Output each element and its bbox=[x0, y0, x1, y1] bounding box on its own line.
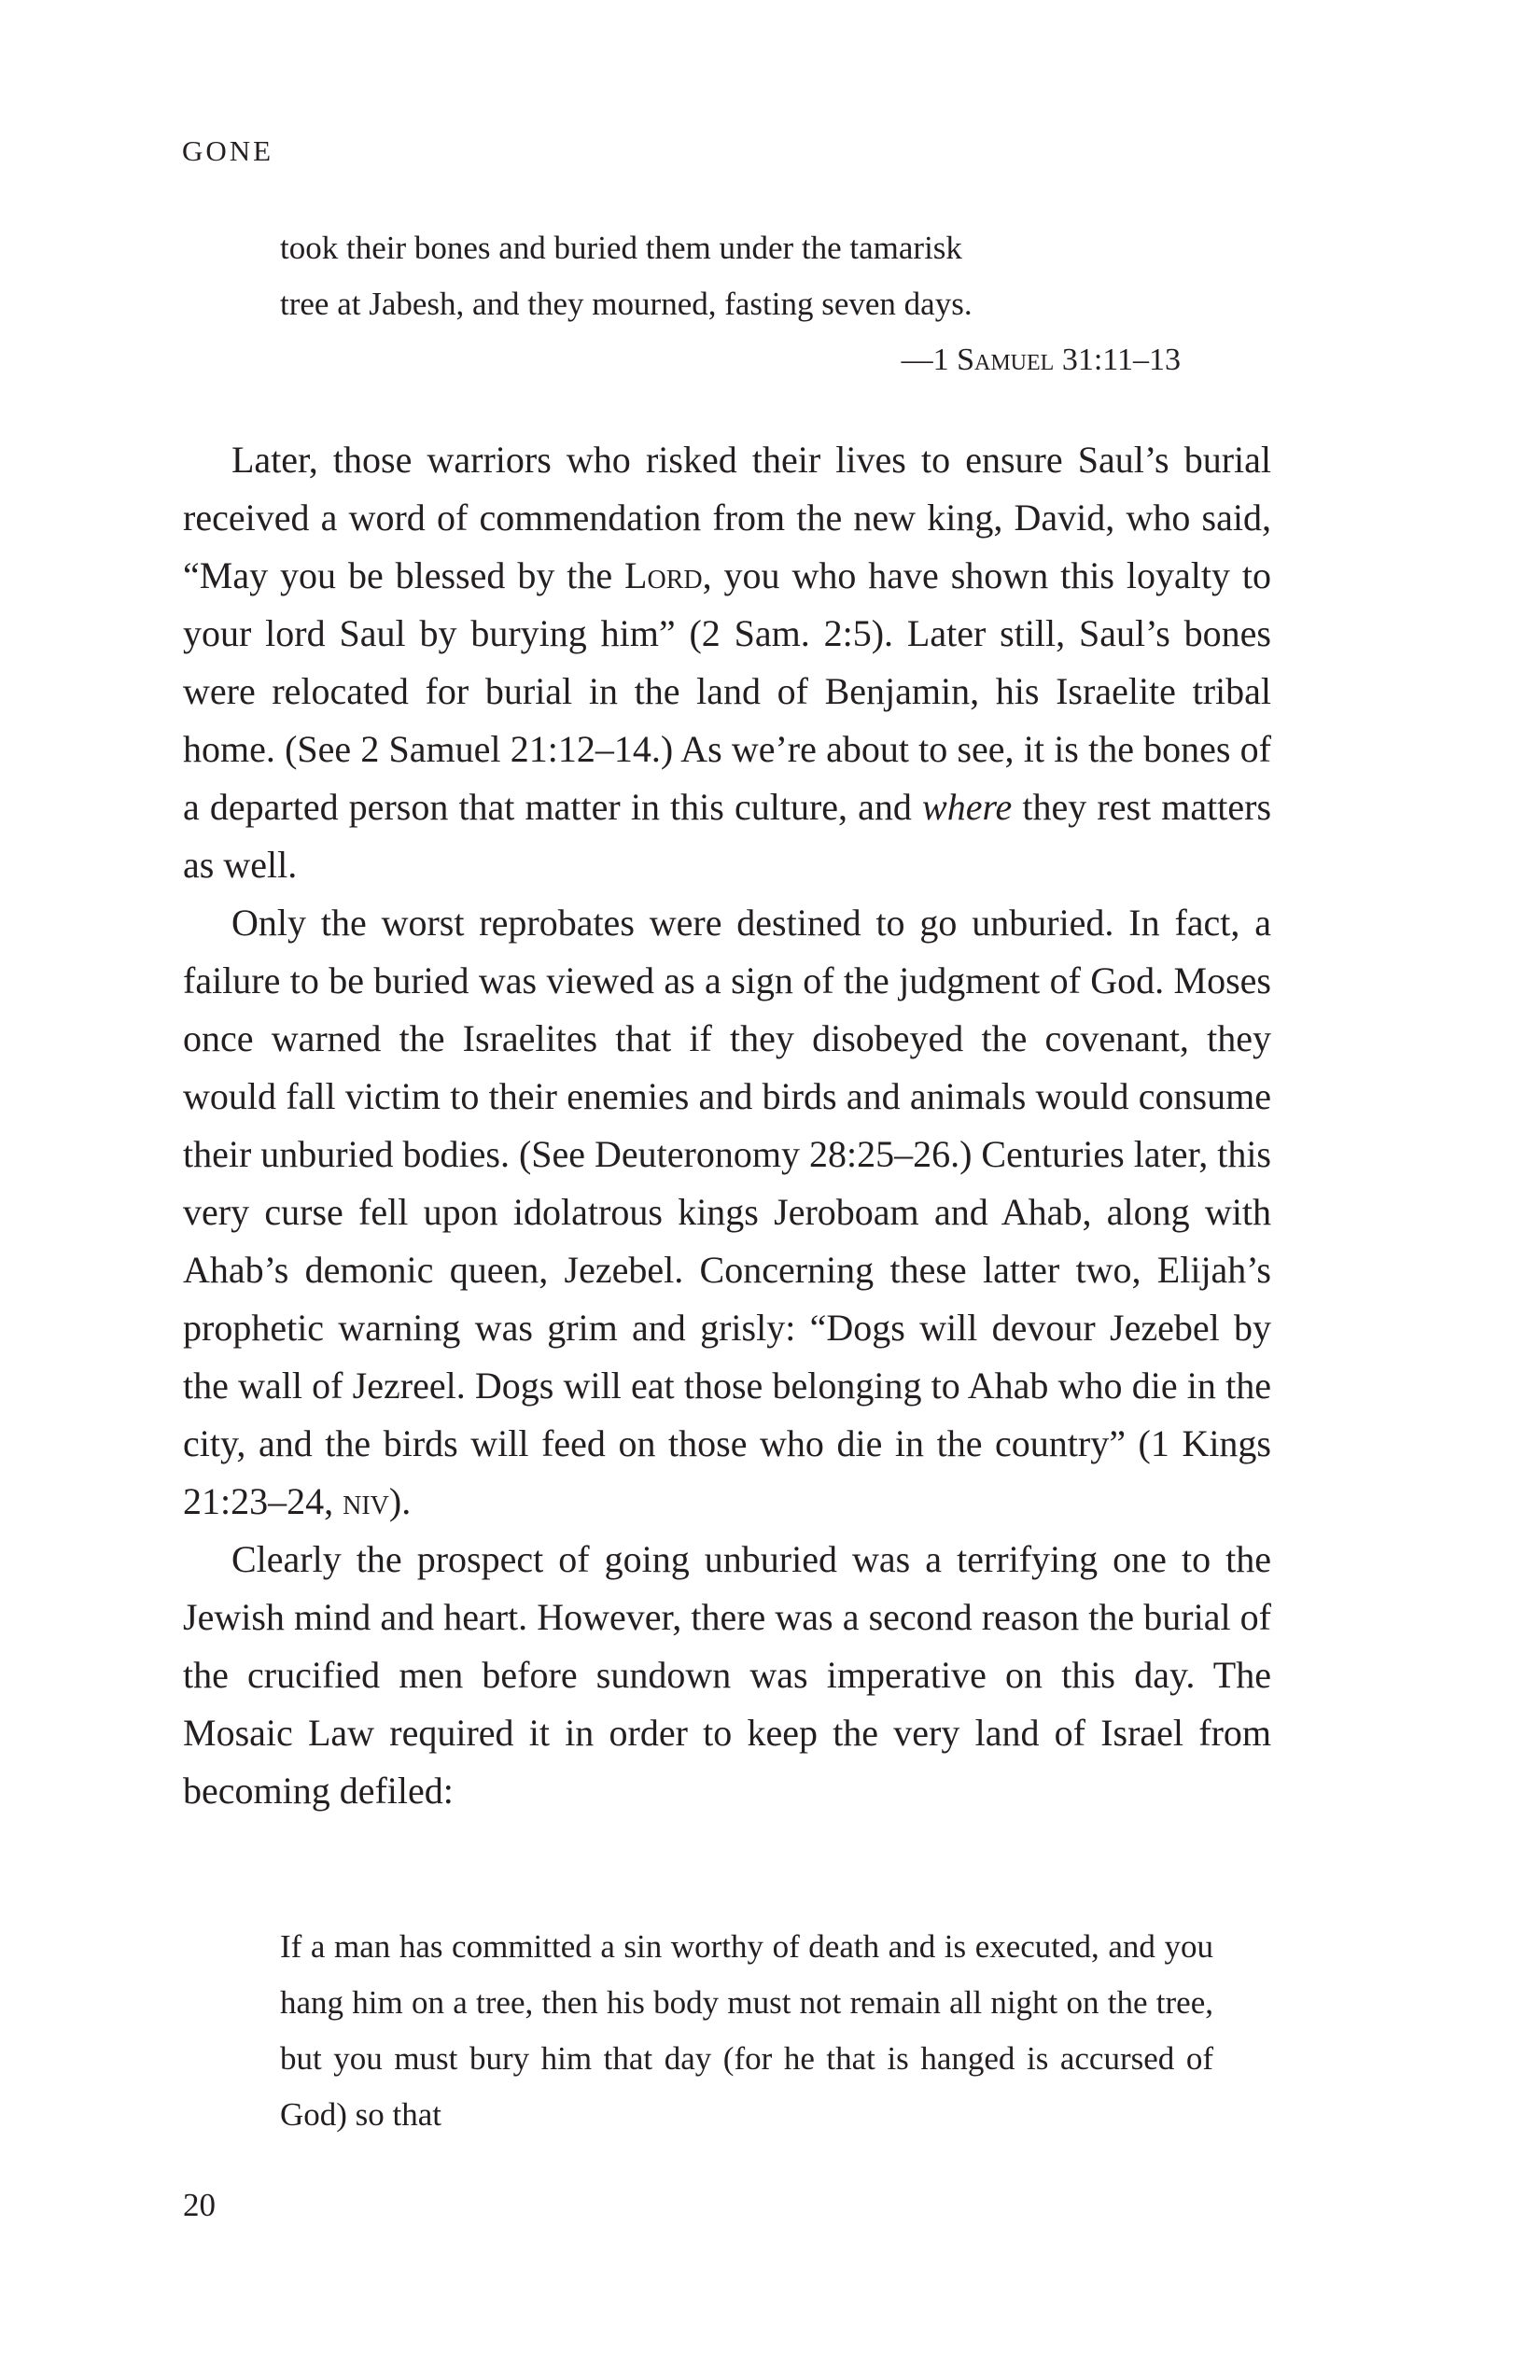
citation-ref: 31:11–13 bbox=[1054, 343, 1181, 377]
quote-line: took their bones and buried them under the tamarisk bbox=[280, 230, 962, 266]
page-number: 20 bbox=[183, 2187, 216, 2223]
body-text bbox=[183, 431, 1271, 1820]
paragraph-text: Only the worst reprobates were destined to go unburied. In fact, a failure to be buried was viewed as a sign of the judgment of God. Moses once warned the Israelites that if they disobeyed the covenant, they would fall victim to their enemies and birds and animals would consume their unburied bodies. (See Deuteronomy 28:25–26.) Centuries later, this very curse fell upon idolatrous kings Jeroboam and Ahab, along with Ahab’s demonic queen, Jezebel. Concerning these latter two, Elijah’s prophetic warning was grim and grisly: “Dogs will devour Jezebel by the wall of Jezreel. Dogs will eat those belonging to Ahab who die in the city, and the birds will feed on those who die in the country” (1 Kings 21:23–24, bbox=[183, 902, 1271, 1522]
quote-citation bbox=[280, 332, 1232, 388]
italic-where: where bbox=[922, 786, 1013, 828]
block-quote-top bbox=[280, 220, 1232, 388]
quote-line: tree at Jabesh, and they mourned, fasting seven days. bbox=[280, 286, 973, 322]
paragraph bbox=[183, 894, 1271, 1531]
block-quote-bottom bbox=[280, 1919, 1213, 2143]
paragraph-text: , you who have shown this loyalty to your lord Saul by burying him” (2 Sam. 2:5). Later still, Saul’s bones were relocated for burial in the land of Benjamin, his Israelite tribal home. (See 2 Samuel 21:12–14.) As we’re about to see, it is the bones of a departed person that matter in this culture, and bbox=[183, 554, 1271, 828]
running-head: GONE bbox=[182, 134, 274, 167]
paragraph-text: ). bbox=[388, 1480, 412, 1522]
paragraph-text: they rest matters as well. bbox=[183, 786, 1272, 886]
paragraph: Clearly the prospect of going unburied was a terrifying one to the Jewish mind and heart. However, there was a second reason the burial of the crucified men before sundown was imperative on this day. The Mosaic Law required it in order to keep the very land of Israel from becoming defiled: bbox=[183, 1538, 1271, 1812]
niv-small-caps: niv bbox=[343, 1480, 389, 1522]
quote-text: If a man has committed a sin worthy of death and is executed, and you hang him on a tree, then his body must not remain all night on the tree, but you must bury him that day (for he that is hanged is accursed of God) so that bbox=[280, 1928, 1213, 2133]
citation-book: Samuel bbox=[957, 343, 1055, 377]
lord-small-caps: Lord bbox=[624, 554, 703, 596]
paragraph-text: Later, those warriors who risked their lives to ensure Saul’s burial received a word of commendation from the new king, David, who said, “May you be blessed by the bbox=[183, 439, 1271, 596]
paragraph bbox=[183, 431, 1271, 894]
citation-dash: —1 bbox=[901, 343, 958, 377]
